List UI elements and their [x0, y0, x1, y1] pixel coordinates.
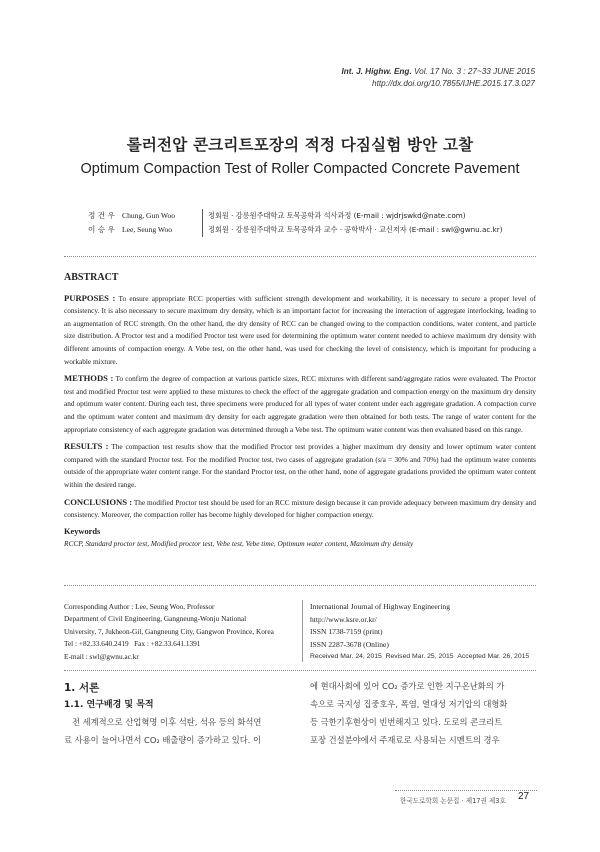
divider-middle [64, 585, 536, 586]
divider-top [64, 256, 536, 257]
corresponding-phone [64, 638, 300, 650]
tel: Tel : +82.33.640.2419 [64, 639, 129, 649]
submission-dates [310, 651, 536, 664]
body-left-line: 전 세계적으로 산업혁명 이후 석탄, 석유 등의 화석연 [72, 717, 262, 727]
corresponding-dept: Department of Civil Engineering, Gangneung-Wonju National [64, 614, 247, 624]
keywords-text: RCCP, Standard proctor test, Modified proctor test, Vebe test, Vebe time, Optimum water content, Maximum dry density [64, 539, 414, 549]
abstract-results [64, 440, 536, 491]
body-left-line: 료 사용이 늘어나면서 CO₂ 배출량이 증가하고 있다. 이 [64, 735, 262, 745]
author-name-korean: 이 승 우 [88, 225, 115, 234]
journal-header [342, 66, 535, 90]
author-divider [202, 209, 203, 223]
methods-label: METHODS : [64, 373, 114, 384]
results-text: The compaction test results show that the modified Proctor test provides a higher maximum dry density and lower optimum water content compared with the standard Proctor test. For the modified Proctor test, two cases of aggregate gradation (s/a = 30% and 70%) had the optimum water contents outside of the appropriate water content range. For the standard Proctor test, on the other hand, none of aggregate gradations provided the optimum water content within the desired range. [64, 442, 536, 489]
received-date: Received Mar. 24, 2015 [310, 653, 382, 661]
author-name-korean: 정 건 우 [88, 211, 115, 220]
journal-url[interactable]: http://www.ksre.or.kr/ [310, 614, 377, 624]
footer-journal-issue: 한국도로학회 논문집 · 제17권 제3호 [400, 797, 506, 805]
conclusions-label: CONCLUSIONS : [64, 496, 133, 507]
author-affiliation: 정회원 · 강릉원주대학교 토목공학과 석사과정 (E-mail : wjdrjswkd@nate.com) [208, 211, 466, 220]
body-right-line: 에 현대사회에 있어 CO₂ 증가로 인한 지구온난화의 가 [310, 681, 505, 691]
volume-info: Vol. 17 No. 3 : 27~33 JUNE 2015 [414, 67, 535, 76]
body-right-line: 포장 건설분야에서 주재료로 사용되는 시멘트의 경우 [310, 735, 500, 745]
methods-text: To confirm the degree of compaction at various particle sizes, RCC mixtures with different sand/aggregate ratios were evaluated. The Proctor test and modified Proctor test were applied to these mixtures to check the effect of the aggregate gradation and compaction energy on the maximum dry density and optimum water content. During each test, three specimens were produced for all types of water content under each aggregate gradation. A compaction curve and the optimum water content and maximum dry density for each aggregate gradation were then obtained for both tests. The range of water content for the appropriate consistency of each aggregate gradation was determined through a Vebe test. The optimum water content was then evaluated based on this range. [64, 374, 536, 434]
divider-body [64, 670, 536, 671]
journal-name: International Journal of Highway Engineering [310, 602, 451, 611]
footer-divider [395, 790, 537, 791]
body-right-line: 등 극한기후현상이 빈번해지고 있다. 도로의 콘크리트 [310, 717, 503, 727]
author-affiliation: 정회원 · 강릉원주대학교 토목공학과 교수 · 공학박사 · 교신저자 (E-mail : swl@gwnu.ac.kr) [208, 225, 503, 234]
results-label: RESULTS : [64, 441, 109, 452]
corresponding-author-block [64, 601, 300, 663]
abstract-methods [64, 372, 536, 436]
author-name-english: Chung, Gun Woo [122, 211, 176, 220]
title-korean: 롤러전압 콘크리트포장의 적정 다짐실험 방안 고찰 [126, 136, 474, 154]
revised-date: Revised Mar. 25, 2015 [385, 653, 454, 661]
body-right-line: 속으로 국지성 집중호우, 폭염, 열대성 저기압의 대형화 [310, 699, 508, 709]
doi-link[interactable]: http://dx.doi.org/10.7855/IJHE.2015.17.3.027 [372, 79, 535, 88]
subsection-heading: 1.1. 연구배경 및 목적 [64, 700, 154, 710]
abstract-purposes [64, 292, 536, 369]
journal-info-block [310, 601, 536, 664]
purposes-label: PURPOSES : [64, 292, 116, 303]
conclusions-text: The modified Proctor test should be used for an RCC mixture design because it can provide adequacy between maximum dry density and consistency. Moreover, the compaction roller has become highly developed for higher compaction energy. [64, 497, 536, 520]
abstract-heading: ABSTRACT [64, 272, 119, 283]
corresponding-address: University, 7, Jukheon-Gil, Gangneung City, Gangwon Province, Korea [64, 626, 274, 636]
abstract-conclusions [64, 496, 536, 522]
journal-abbr: Int. J. Highw. Eng. [341, 67, 412, 76]
author-name-english: Lee, Seung Woo [122, 225, 173, 234]
info-divider [302, 600, 303, 662]
issn-online: ISSN 2287-3678 (Online) [310, 639, 389, 649]
page-number: 27 [518, 791, 530, 802]
abstract-section [64, 272, 536, 551]
title-english: Optimum Compaction Test of Roller Compacted Concrete Pavement [80, 161, 520, 177]
issn-print: ISSN 1738-7159 (print) [310, 627, 383, 637]
corresponding-author: Corresponding Author : Lee, Seung Woo, Professor [64, 602, 215, 611]
purposes-text: To ensure appropriate RCC properties with sufficient strength development and workability, it is necessary to secure a proper level of consistency. It is also necessary to secure maximum dry density, which is an important factor for increasing the interaction of aggregate interlocking, leading to an augmentation of RCC strength. On the other hand, the dry density of RCC can be changed owing to the compaction conditions, water content, and particle size distribution. A Proctor test and a modified Proctor test were used for determining the optimum water content needed to achieve maximum dry density with different amounts of compaction energy. A Vebe test, on the other hand, was used for checking the level of consistency, which is important for producing a workable mixture. [64, 293, 536, 366]
keywords-heading: Keywords [64, 526, 101, 536]
accepted-date: Accepted Mar. 26, 2015 [457, 653, 530, 661]
fax: Fax : +82.33.641.1391 [134, 639, 201, 649]
author-divider [202, 223, 203, 237]
section-heading: 1. 서론 [64, 682, 100, 694]
corresponding-email[interactable]: E-mail : swl@gwnu.ac.kr [64, 651, 139, 661]
